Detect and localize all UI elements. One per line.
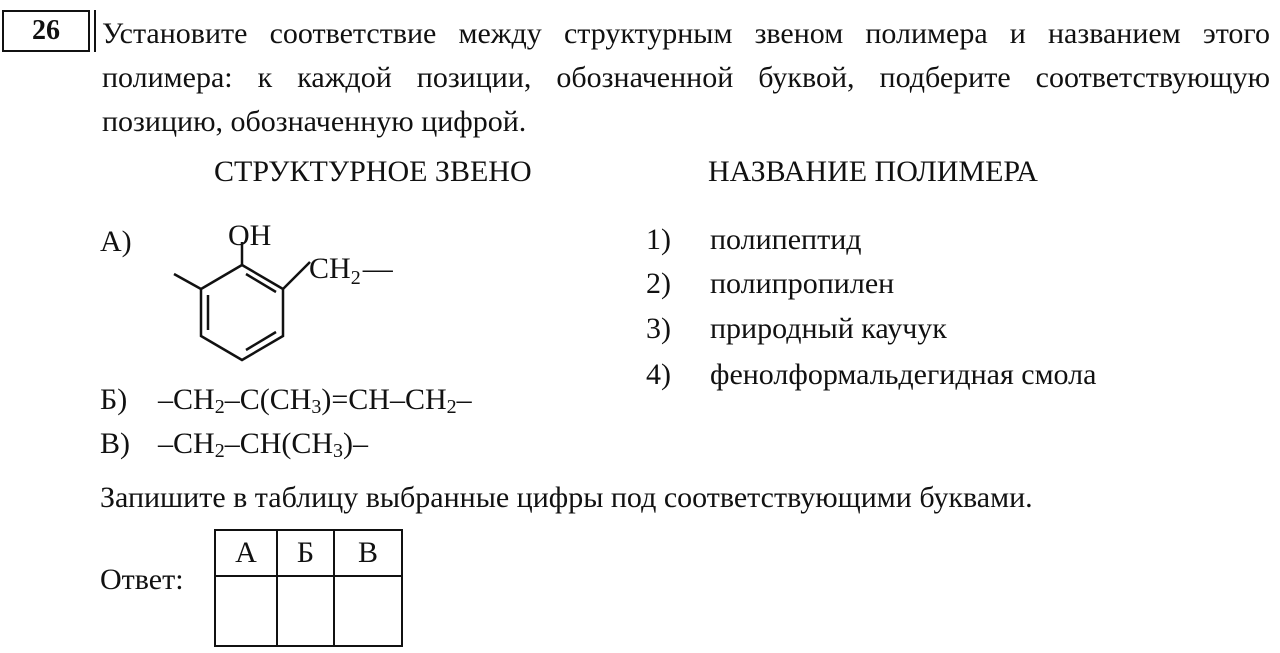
option-label: полипропилен (710, 267, 895, 300)
option-number: 2) (646, 267, 671, 300)
option-1 (646, 220, 862, 260)
answer-label: Ответ: (100, 563, 184, 596)
ch2-group-label: $CH_2—$ (309, 252, 393, 289)
phenol-formaldehyde-structure (160, 212, 400, 362)
option-number: 1) (646, 223, 671, 256)
option-label: полипептид (710, 223, 862, 256)
answer-header-v: В (334, 530, 402, 576)
formula-b: $-CH_2-C(CH_3)=CH-CH_2-$ (158, 383, 472, 418)
question-number-text: 26 (32, 15, 60, 46)
question-number (2, 10, 90, 52)
option-number: 4) (646, 358, 671, 391)
benzene-ring (174, 242, 310, 360)
answer-cell-a[interactable] (215, 576, 277, 646)
polymer-name-column-header: НАЗВАНИЕ ПОЛИМЕРА (708, 155, 1038, 188)
answer-cell-b[interactable] (277, 576, 334, 646)
option-2 (646, 264, 894, 304)
oh-group-label: OH (228, 219, 272, 252)
option-label: природный каучук (710, 312, 947, 345)
answer-header-a: А (215, 530, 277, 576)
structure-letter-b: Б) (100, 383, 128, 416)
answer-table (214, 529, 403, 647)
answer-cell-v[interactable] (334, 576, 402, 646)
answer-header-b: Б (277, 530, 334, 576)
option-3 (646, 309, 947, 349)
formula-v: $-CH_2-CH(CH_3)-$ (158, 427, 369, 462)
option-number: 3) (646, 312, 671, 345)
structure-column-header: СТРУКТУРНОЕ ЗВЕНО (214, 155, 532, 188)
option-label: фенолформальдегидная смола (710, 358, 1097, 391)
answer-instruction: Запишите в таблицу выбранные цифры под соответствующими буквами. (100, 481, 1033, 514)
option-4 (646, 355, 1096, 395)
task-text: Установите соответствие между структурным звеном полимера и названием этого полимера: к каждой позиции, обозначенной буквой, подберите соответствующую позицию, обозначенную цифрой. (102, 17, 1270, 138)
question-divider (94, 10, 96, 52)
structure-letter-a: А) (100, 225, 132, 258)
structure-letter-v: В) (100, 427, 130, 460)
